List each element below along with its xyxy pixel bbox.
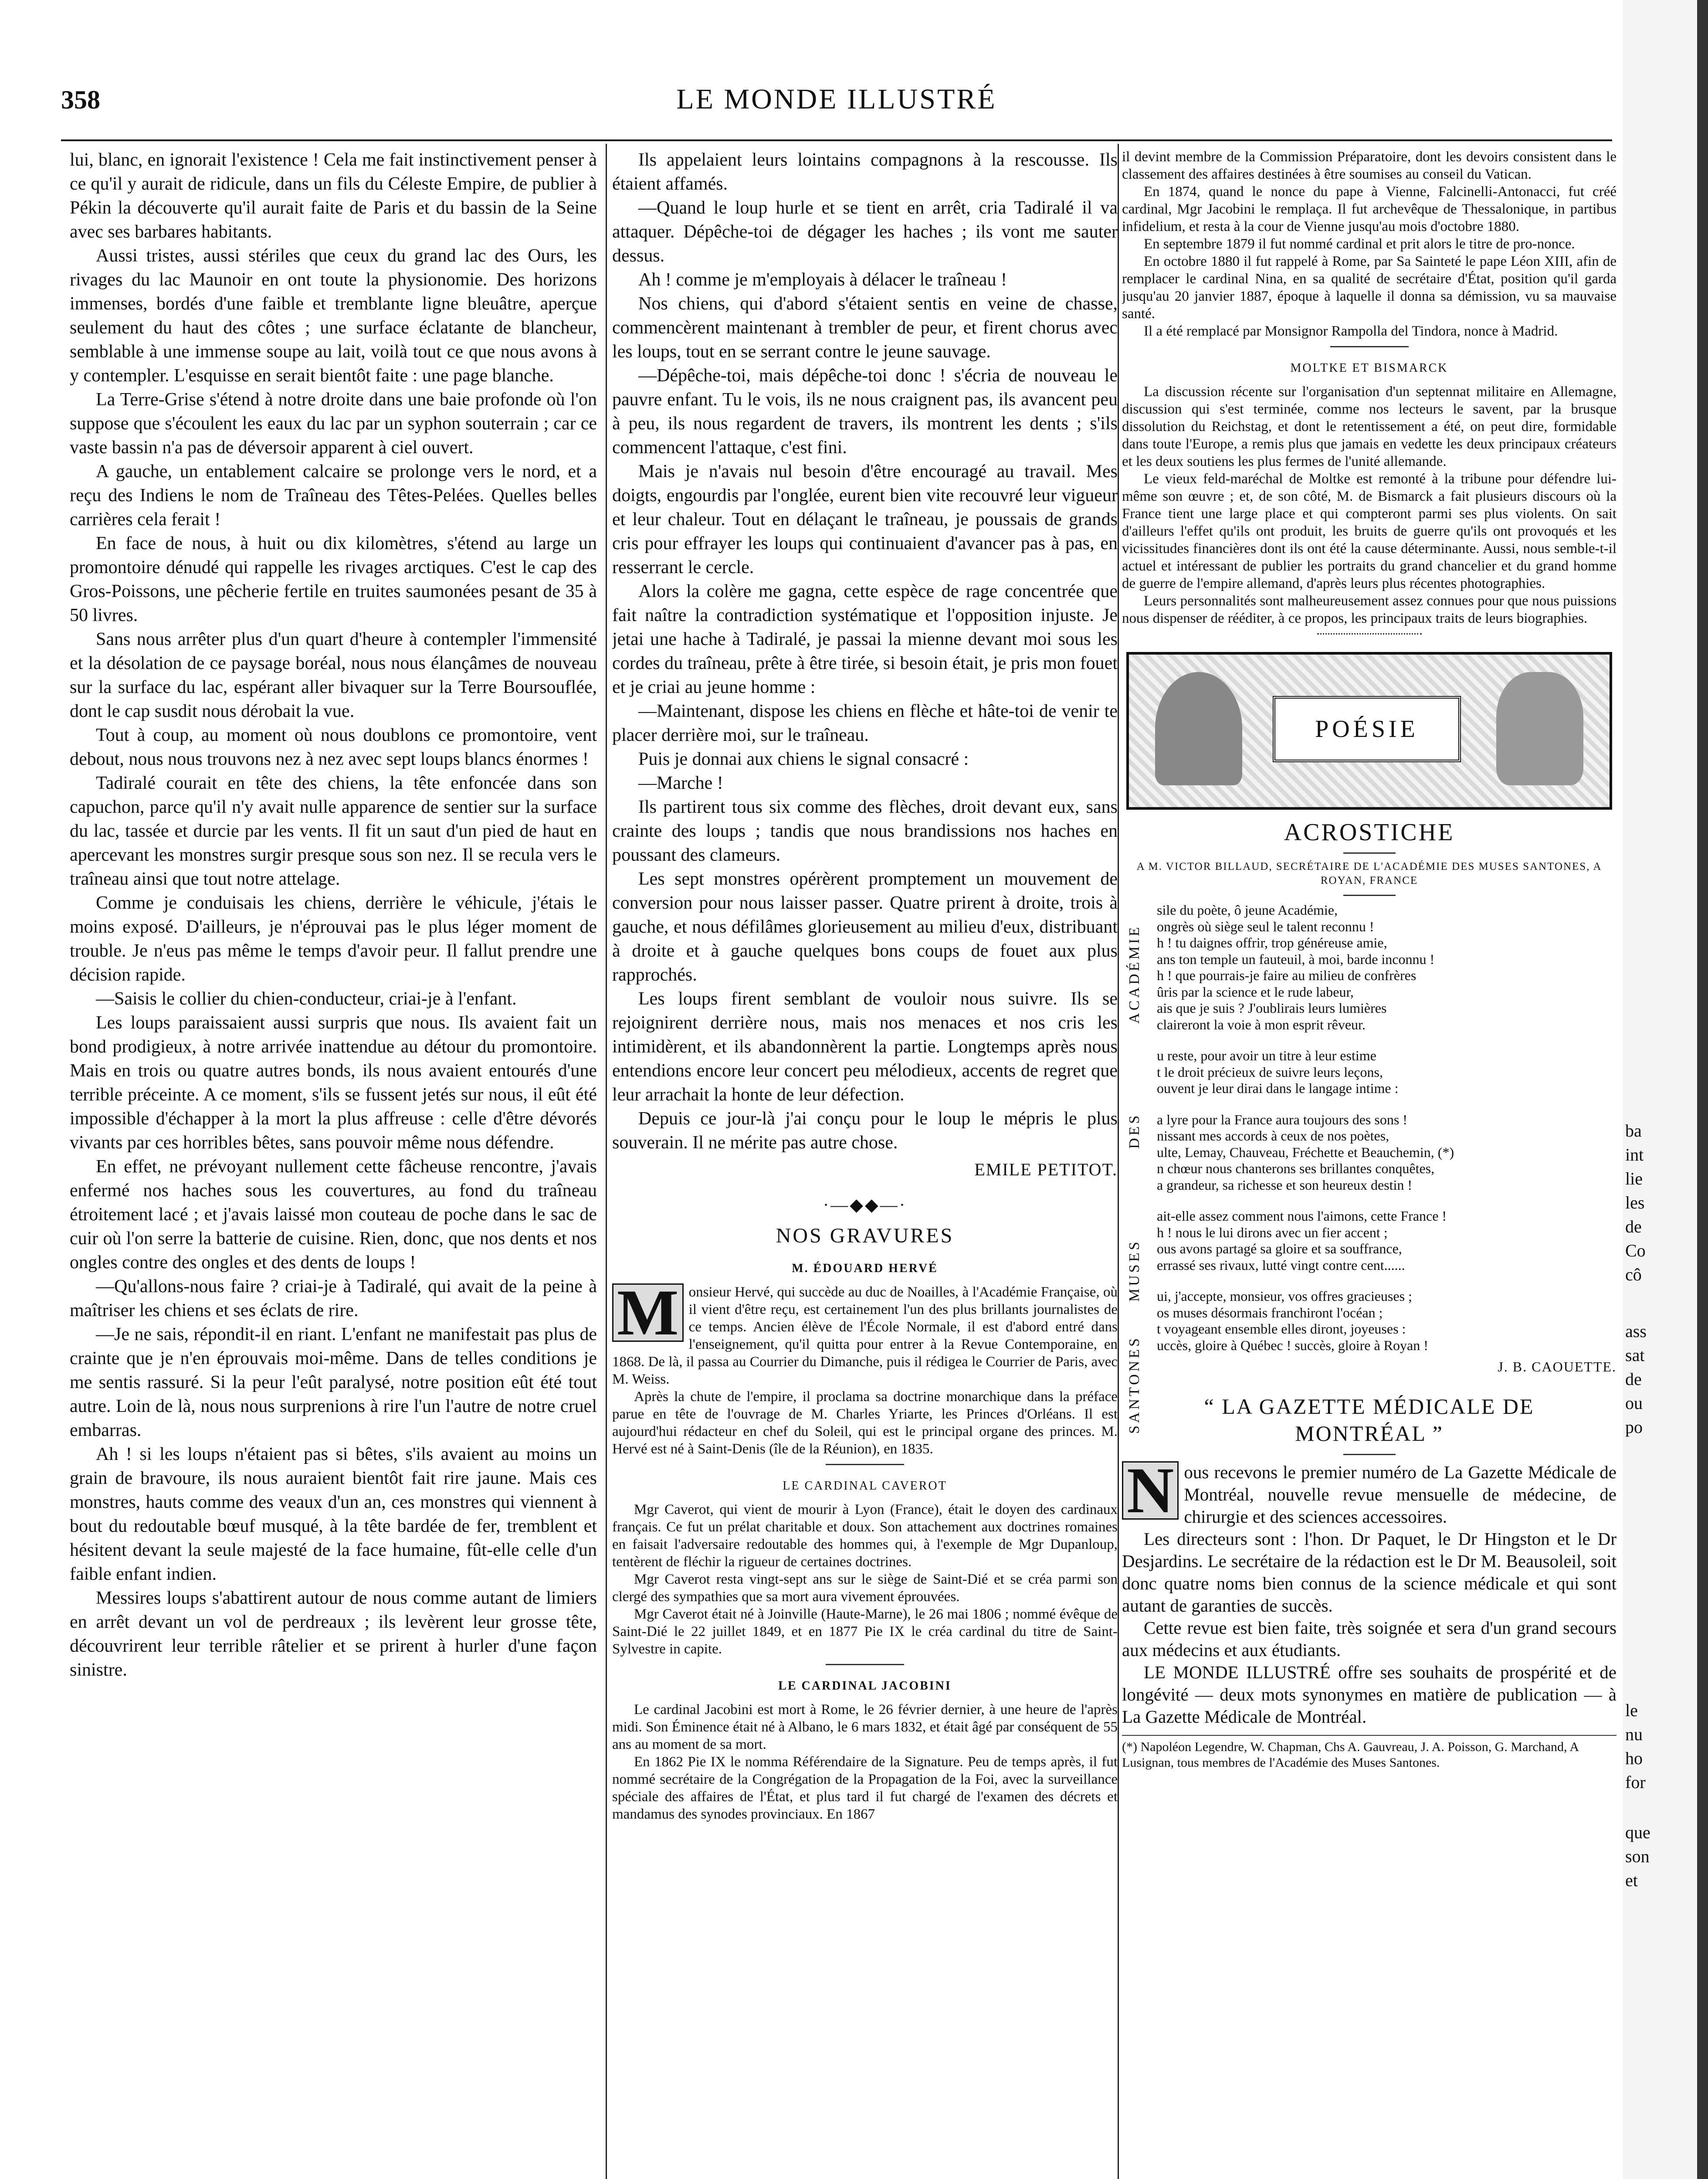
page-header	[61, 83, 1612, 122]
jacobini-article	[612, 1677, 1118, 1823]
story-continuation	[612, 148, 1118, 1181]
article-paragraph: ous recevons le premier numéro de La Gazette Médicale de Montréal, nouvelle revue mensuelle de médecine, de chirurgie et des sciences accessoires.	[1184, 1462, 1616, 1527]
story-paragraph: Tadiralé courait en tête des chiens, la tête enfoncée dans son capuchon, parce qu'il n'y avait nulle apparence de sentier sur la surface du lac, tassée et durcie par les vents. Il fit un saut d'un pied de haut en apercevant les monstres surgir presque sous son nez. Il se recula vers le traîneau ainsi que tout notre attelage.	[70, 773, 597, 889]
poem-line: n chœur nous chanterons ses brillantes conquêtes,	[1157, 1161, 1435, 1176]
poem-line: u reste, pour avoir un titre à leur estime	[1157, 1048, 1376, 1063]
column-1-story	[70, 148, 597, 2179]
poesie-banner	[1126, 652, 1612, 810]
poem-lines	[1157, 902, 1616, 1354]
story-paragraph: Sans nous arrêter plus d'un quart d'heure à contempler l'immensité et la désolation de ce paysage boréal, nous nous élançâmes de nouveau sur la surface du lac, espérant aller bivaquer sur la Terre Boursouflée, dont le cap susdit nous dérobait la vue.	[70, 629, 597, 721]
poem-line: a grandeur, sa richesse et son heureux destin !	[1157, 1177, 1413, 1193]
story-paragraph: En face de nous, à huit ou dix kilomètres, s'étend au large un promontoire dénudé qui rappelle les rivages arctiques. C'est le cap des Gros-Poissons, une pêcherie fertile en truites saumonées pesant de 35 à 50 livres.	[70, 533, 597, 625]
story-paragraph: Les loups paraissaient aussi surpris que nous. Ils avaient fait un bond prodigieux, à notre arrivée inattendue au détour du promontoire. Mais en trois ou quatre autres bonds, ils nous avaient entourés d'une terrible préceinte. A ce moment, s'ils se fussent jetés sur nous, il eût été impossible d'échapper à la mort la plus affreuse : celle d'être dévorés vivants par ces horribles bêtes, sans pouvoir même nous défendre.	[70, 1013, 597, 1153]
gravures-title: NOS GRAVURES	[776, 1224, 954, 1247]
story-paragraph: —Qu'allons-nous faire ? criai-je à Tadiralé, qui avait de la peine à maîtriser les chiens et ses éclats de rire.	[70, 1276, 597, 1320]
herve-article	[612, 1260, 1118, 1458]
poem-line: t voyageant ensemble elles diront, joyeuses :	[1157, 1321, 1406, 1337]
poem-line: ous avons partagé sa gloire et sa souffrance,	[1157, 1241, 1402, 1256]
story-paragraph: Depuis ce jour-là j'ai conçu pour le loup le mépris le plus souverain. Il ne mérite pas autre chose.	[612, 1109, 1118, 1153]
edge-text: ho	[1625, 1748, 1643, 1768]
article-paragraph: LE MONDE ILLUSTRÉ offre ses souhaits de prospérité et de longévité — deux mots synonymes en matière de publication — à La Gazette Médicale de Montréal.	[1122, 1662, 1616, 1727]
poem-line: a lyre pour la France aura toujours des sons !	[1157, 1111, 1407, 1127]
story-paragraph: En effet, ne prévoyant nullement cette fâcheuse rencontre, j'avais enfermé nos haches sous les couvertures, au fond du traîneau étroitement lacé ; et j'avais laissé mon couteau de poche dans le sac de cuir où l'on serre la batterie de cuisine. Rien, donc, que nos dents et nos ongles contre des ongles et des dents de loups !	[70, 1157, 597, 1273]
poem-line: uccès, gloire à Québec ! succès, gloire à Royan !	[1157, 1337, 1428, 1353]
story-paragraph: —Je ne sais, répondit-il en riant. L'enfant ne manifestait pas plus de crainte que je n'en éprouvais moi-même. Dans de telles conditions je me sentis rassuré. Si la peur l'eût paralysé, notre position eût été tout autre. Loin de là, nous nous surprenions à rire l'un l'autre de notre cruel embarras.	[70, 1324, 597, 1440]
author-signature: EMILE PETITOT.	[974, 1160, 1118, 1179]
allegorical-figure-illustration	[1496, 672, 1583, 785]
story-paragraph: lui, blanc, en ignorait l'existence ! Cela me fait instinctivement penser à ce qu'il y aurait de ridicule, dans un fils du Céleste Empire, de publier à Pékin la découverte qu'il aurait faite de Paris et du bassin de la Seine avec ses barbares habitants.	[70, 150, 597, 242]
article-paragraph: Le cardinal Jacobini est mort à Rome, le 26 février dernier, à une heure de l'après midi. Son Éminence était né à Albano, le 6 mars 1832, et était âgé par conséquent de 55 ans au moment de sa mort.	[612, 1702, 1118, 1752]
gazette-article	[1122, 1454, 1616, 1728]
article-paragraph: onsieur Hervé, qui succède au duc de Noailles, à l'Académie Française, où il vient d'être reçu, est certainement l'un des plus brillants journalistes de ce temps. Ancien élève de l'École Normale, il est d'abord entré dans l'enseignement, qu'il quitta pour entrer à la Revue Contemporaine, en 1868. De là, il passa au Courrier du Dimanche, puis il rédigea le Courrier de Paris, avec M. Weiss.	[612, 1284, 1118, 1387]
article-paragraph: Mgr Caverot était né à Joinville (Haute-Marne), le 26 mai 1806 ; nommé évêque de Saint-Dié le 22 juillet 1849, et en 1877 Pie IX le créa cardinal du titre de Saint-Sylvestre in capite.	[612, 1606, 1118, 1657]
poem-line: ui, j'accepte, monsieur, vos offres gracieuses ;	[1157, 1288, 1412, 1304]
story-paragraph: Alors la colère me gagna, cette espèce de rage concentrée que fait naître la contradiction systématique et l'opposition injuste. Je jetai une hache à Tadiralé, je passai la mienne devant moi sous les cordes du traîneau, prête à être tirée, si besoin était, je pris mon fouet et je criai au jeune homme :	[612, 581, 1118, 697]
edge-text: de	[1625, 1217, 1642, 1236]
story-paragraph: A gauche, un entablement calcaire se prolonge vers le nord, et a reçu des Indiens le nom de Traîneau des Têtes-Pelées. Quelles belles carrières cela ferait !	[70, 462, 597, 529]
article-paragraph: Le vieux feld-maréchal de Moltke est remonté à la tribune pour défendre lui-même son œuvre ; et, de son côté, M. de Bismarck a fait plusieurs discours où la France tient une large place et qui compteront parmi ses plus violents. On sait d'ailleurs l'effet qu'ils ont produit, les bruits de guerre qu'ils ont provoqués et les vicissitudes financières dont ils ont été la cause déterminante. Aussi, nous semble-t-il actuel et intéressant de publier les portraits du grand chancelier et du grand homme de guerre de l'empire allemand, d'après leurs plus récentes photographies.	[1122, 471, 1616, 591]
acrostic-side-word: SANTONES	[1126, 1336, 1142, 1434]
poem-line: ans ton temple un fauteuil, à moi, barde inconnu !	[1157, 951, 1435, 967]
story-paragraph: Les loups firent semblant de vouloir nous suivre. Ils se rejoignirent derrière nous, mais nos menaces et nos cris les intimidèrent, et ils abandonnèrent la partie. Longtemps après nous entendions encore leur concert peu mélodieux, accents de regret que leur arrachait la honte de leur défection.	[612, 989, 1118, 1105]
edge-text: sat	[1625, 1345, 1645, 1365]
poem-line: claireront la voie à mon esprit rêveur.	[1157, 1016, 1366, 1032]
poem-line: os muses désormais franchiront l'océan ;	[1157, 1304, 1383, 1320]
separator-rule	[1343, 1454, 1396, 1455]
drop-cap: M	[612, 1283, 684, 1342]
edge-text: int	[1625, 1145, 1644, 1164]
edge-text: cô	[1625, 1265, 1642, 1284]
footnote: (*) Napoléon Legendre, W. Chapman, Chs A. Gauvreau, J. A. Poisson, G. Marchand, A Lusignan, tous membres de l'Académie des Muses Santones.	[1122, 1735, 1616, 1771]
story-paragraph: Ah ! si les loups n'étaient pas si bêtes, s'ils avaient au moins un grain de bravoure, ils nous auraient bientôt fait rire jaune. Mais ces monstres, hauts comme des veaux d'un an, ces monstres qui viennent à bout du redoutable bœuf musqué, à la tête bardée de fer, tremblent et hésitent devant la seule majesté de la face humaine, fût-elle celle d'un faible enfant indien.	[70, 1444, 597, 1584]
separator-rule	[826, 1664, 904, 1665]
article-paragraph: Après la chute de l'empire, il proclama sa doctrine monarchique dans la préface parue en tête de l'ouvrage de M. Charles Yriarte, les Princes d'Orléans. Il est aujourd'hui rédacteur en chef du Soleil, qui est le principal organe des princes. M. Hervé est né à Saint-Denis (île de la Réunion), en 1835.	[612, 1389, 1118, 1457]
jacobini-heading: LE CARDINAL JACOBINI	[778, 1679, 952, 1693]
separator-rule	[1343, 895, 1396, 896]
article-paragraph: En 1874, quand le nonce du pape à Vienne, Falcinelli-Antonacci, fut créé cardinal, Mgr Jacobini le remplaça. Il fut archevêque de Thessalonique, in partibus infidelium, et resta à la cour de Vienne jusqu'au mois d'octobre 1880.	[1122, 184, 1616, 234]
acrostic-side-word: DES	[1126, 1113, 1142, 1149]
edge-text: son	[1625, 1846, 1650, 1866]
story-paragraph: —Quand le loup hurle et se tient en arrêt, cria Tadiralé il va attaquer. Dépêche-toi de dégager les haches ; ils vont me sauter dessus.	[612, 198, 1118, 266]
journal-title: LE MONDE ILLUSTRÉ	[676, 83, 997, 115]
poesie-label: POÉSIE	[1273, 696, 1461, 762]
edge-text: ass	[1625, 1321, 1647, 1341]
moltke-heading: MOLTKE ET BISMARCK	[1290, 361, 1448, 375]
edge-text: de	[1625, 1369, 1642, 1389]
edge-text: le	[1625, 1700, 1638, 1720]
acrostic-side-word: ACADÉMIE	[1126, 924, 1142, 1024]
poem-line: h ! tu daignes offrir, trop généreuse amie,	[1157, 935, 1387, 950]
story-paragraph: Ils partirent tous six comme des flèches, droit devant eux, sans crainte des loups ; tandis que nous brandissions nos haches en poussant des clameurs.	[612, 797, 1118, 865]
story-paragraph: Puis je donnai aux chiens le signal consacré :	[638, 749, 969, 769]
poem-line: h ! nous le lui dirons avec un fier accent ;	[1157, 1224, 1388, 1240]
acrostiche-dedication: A M. VICTOR BILLAUD, SECRÉTAIRE DE L'ACADÉMIE DES MUSES SANTONES, A ROYAN, FRANCE	[1136, 861, 1602, 886]
story-paragraph: Mais je n'avais nul besoin d'être encouragé au travail. Mes doigts, engourdis par l'onglée, eurent bien vite recouvré leur vigueur et leur chaleur. Tout en délaçant le traîneau, je poussais de grands cris pour effrayer les loups qui continuaient d'avancer pas à pas, en resserrant le cercle.	[612, 462, 1118, 577]
allegorical-figure-illustration	[1155, 672, 1242, 785]
edge-text: ba	[1625, 1121, 1642, 1140]
page-number: 358	[61, 85, 100, 114]
article-paragraph: Mgr Caverot, qui vient de mourir à Lyon (France), était le doyen des cardinaux français. Ce fut un prélat charitable et doux. Son attachement aux doctrines romaines en faisait l'adversaire redoutable des hommes qui, à l'exemple de Mgr Dupanloup, tentèrent de fléchir la rigueur de certaines doctrines.	[612, 1502, 1118, 1570]
story-paragraph: Comme je conduisais les chiens, derrière le véhicule, j'étais le moins exposé. D'ailleurs, je n'éprouvai pas le plus léger moment de trouble. Je n'eus pas même le temps d'avoir peur. Il fallut prendre une décision rapide.	[70, 893, 597, 985]
story-paragraph: —Saisis le collier du chien-conducteur, criai-je à l'enfant.	[96, 989, 517, 1009]
story-paragraph: Ils appelaient leurs lointains compagnons à la rescousse. Ils étaient affamés.	[612, 150, 1118, 194]
edge-text: Co	[1625, 1241, 1646, 1260]
article-paragraph: En 1862 Pie IX le nomma Référendaire de la Signature. Peu de temps après, il fut nommé secrétaire de la Congrégation de la Propagation de la Foi, avec la surveillance spéciale des affaires de l'État, et plus tard il fut chargé de l'examen des décrets et mandamus des synodes provinciaux. En 1867	[612, 1754, 1118, 1822]
edge-text: po	[1625, 1417, 1643, 1437]
separator-rule	[1330, 346, 1409, 347]
edge-text: et	[1625, 1870, 1638, 1890]
story-paragraph: La Terre-Grise s'étend à notre droite dans une baie profonde où l'on suppose que s'écoulent les eaux du lac par un syphon souterrain ; car ce vaste bassin n'a pas de déversoir apparent à ciel ouvert.	[70, 390, 597, 458]
acrostiche-title: ACROSTICHE	[1284, 819, 1455, 846]
column-divider	[606, 144, 607, 2179]
caverot-heading: LE CARDINAL CAVEROT	[783, 1479, 947, 1493]
poem-line: ais que je suis ? J'oublirais leurs lumières	[1157, 1000, 1387, 1016]
article-paragraph: il devint membre de la Commission Préparatoire, dont les devoirs consistent dans le classement des affaires destinées à être soumises au conseil du Vatican.	[1122, 149, 1616, 182]
story-paragraph: Nos chiens, qui d'abord s'étaient sentis en veine de chasse, commencèrent maintenant à trembler de peur, et firent chorus avec les loups, tout en se serrant contre le jeune sauvage.	[612, 294, 1118, 362]
gazette-title-line: MONTRÉAL ”	[1295, 1421, 1444, 1446]
article-paragraph: Leurs personnalités sont malheureusement assez connues pour que nous puissions nous dispenser de rééditer, à ce propos, les principaux traits de leurs biographies.	[1122, 593, 1616, 626]
article-paragraph: En septembre 1879 il fut nommé cardinal et prit alors le titre de pro-nonce.	[1144, 236, 1575, 252]
poem-line: sile du poète, ô jeune Académie,	[1157, 902, 1338, 918]
poem-line: ait-elle assez comment nous l'aimons, cette France !	[1157, 1208, 1447, 1224]
gazette-title-line: “ LA GAZETTE MÉDICALE DE	[1204, 1394, 1535, 1419]
edge-text: que	[1625, 1823, 1650, 1842]
poem-line: ulte, Lemay, Chauveau, Fréchette et Beauchemin, (*)	[1157, 1144, 1454, 1160]
article-paragraph: En octobre 1880 il fut rappelé à Rome, par Sa Sainteté le pape Léon XIII, afin de remplacer le cardinal Nina, en sa qualité de secrétaire d'État, position qu'il garda jusqu'au 20 janvier 1887, époque à laquelle il donna sa démission, vu sa mauvaise santé.	[1122, 254, 1616, 322]
column-2	[612, 148, 1118, 2179]
caverot-article	[612, 1477, 1118, 1658]
poem-line: ûris par la science et le rude labeur,	[1157, 984, 1354, 1000]
edge-text: lie	[1625, 1169, 1643, 1188]
poem-line: ouvent je leur dirai dans le langage intime :	[1157, 1080, 1399, 1096]
story-paragraph: Aussi tristes, aussi stériles que ceux du grand lac des Ours, les rivages du lac Maunoir en ont toute la physionomie. Des horizons immenses, bordés d'une faible et tremblante ligne bleuâtre, aperçue seulement du haut des côtes ; une surface éclatante de blancheur, semblable à une immense soupe au lait, voilà tout ce que nous avons à y contempler. L'esquisse en serait bientôt faite : une page blanche.	[70, 246, 597, 386]
herve-heading: M. ÉDOUARD HERVÉ	[792, 1262, 938, 1275]
column-3	[1122, 148, 1616, 2179]
separator-rule	[1343, 852, 1396, 854]
acrostic-side-word: MUSES	[1126, 1239, 1142, 1302]
article-paragraph: Mgr Caverot resta vingt-sept ans sur le siège de Saint-Dié et se créa parmi son clergé des sympathies que sa mort aura vivement éprouvées.	[612, 1571, 1118, 1605]
story-paragraph: Ah ! comme je m'employais à délacer le traîneau !	[638, 270, 1007, 290]
article-paragraph: Les directeurs sont : l'hon. Dr Paquet, le Dr Hingston et le Dr Desjardins. Le secrétaire de la rédaction est le Dr M. Beausoleil, soit donc quatre noms bien connus de la science médicale et qui sont autant de garanties de succès.	[1122, 1528, 1616, 1616]
column-divider	[1118, 144, 1119, 2179]
edge-text: les	[1625, 1193, 1645, 1212]
edge-text: nu	[1625, 1724, 1643, 1744]
story-paragraph: Tout à coup, au moment où nous doublons ce promontoire, vent debout, nous nous trouvons nez à nez avec sept loups blancs énormes !	[70, 725, 597, 769]
article-paragraph: Cette revue est bien faite, très soignée et sera d'un grand secours aux médecins et aux étudiants.	[1122, 1617, 1616, 1660]
header-rule	[61, 139, 1612, 141]
story-paragraph: Messires loups s'abattirent autour de nous comme autant de limiers en arrêt devant un vol de perdreaux ; ils levèrent leur grosse tête, découvrirent leur terrible râtelier et se prirent à hurler d'une façon sinistre.	[70, 1588, 597, 1680]
edge-text: for	[1625, 1772, 1646, 1792]
story-paragraph: —Maintenant, dispose les chiens en flèche et hâte-toi de venir te placer derrière moi, sur le traîneau.	[612, 701, 1118, 745]
page-fold-shadow	[1697, 0, 1708, 2179]
moltke-article	[1122, 360, 1616, 627]
drop-cap: N	[1122, 1461, 1179, 1520]
poem-line: t le droit précieux de suivre leurs leçons,	[1157, 1064, 1383, 1080]
story-paragraph: Les sept monstres opérèrent promptement un mouvement de conversion pour nous laisser passer. Quatre prirent à droite, trois à gauche, et nous défilâmes glorieusement au milieu d'eux, distribuant à droite et à gauche quelques bons coups de fouet aux plus rapprochés.	[612, 869, 1118, 985]
poem-line: ongrès où siège seul le talent reconnu !	[1157, 918, 1374, 934]
section-ornament: ·—◆◆—·	[823, 1195, 907, 1215]
article-paragraph: Il a été remplacé par Monsignor Rampolla del Tindora, nonce à Madrid.	[1144, 323, 1558, 339]
edge-text: ou	[1625, 1393, 1643, 1413]
gazette-title	[1122, 1393, 1616, 1447]
facing-page-edge	[1623, 0, 1708, 2179]
poem-line: h ! que pourrais-je faire au milieu de confrères	[1157, 967, 1417, 983]
separator-rule	[1317, 633, 1422, 635]
poem-signature: J. B. CAOUETTE.	[1498, 1359, 1616, 1375]
article-paragraph: La discussion récente sur l'organisation d'un septennat militaire en Allemagne, discussion qui s'est terminée, comme nos lecteurs le savent, par la brusque dissolution du Reichstag, et dont le retentissement a été, on peut dire, formidable dans toute l'Europe, a remis plus que jamais en vedette les deux principaux créateurs et les deux soutiens les plus fermes de l'unité allemande.	[1122, 384, 1616, 469]
jacobini-continuation	[1122, 148, 1616, 340]
poem-line: nissant mes accords à ceux de nos poètes,	[1157, 1128, 1389, 1144]
poem-line: errassé ses rivaux, lutté vingt contre cent......	[1157, 1257, 1405, 1273]
story-paragraph: —Marche !	[638, 773, 723, 793]
separator-rule	[826, 1464, 904, 1465]
story-paragraph: —Dépêche-toi, mais dépêche-toi donc ! s'écria de nouveau le pauvre enfant. Tu le vois, ils ne nous craignent pas, ils avancent peu à peu, ils nous regardent de travers, ils montrent les dents ; s'ils commencent l'attaque, c'est fini.	[612, 366, 1118, 458]
